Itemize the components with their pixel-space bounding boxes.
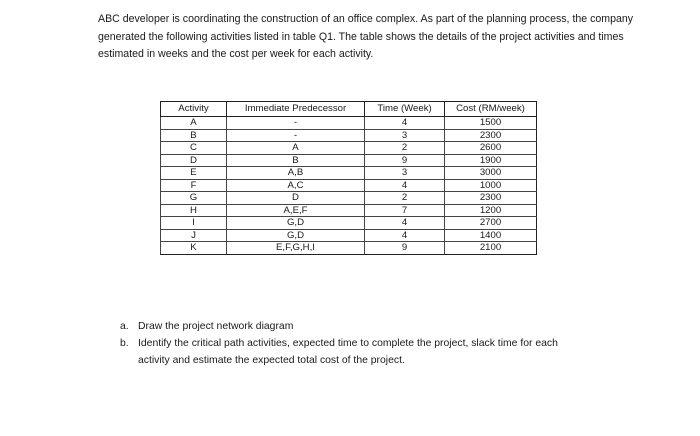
cell-time: 2 [365, 192, 445, 205]
table-row [161, 167, 537, 180]
cell-time: 4 [365, 217, 445, 230]
question-text: Identify the critical path activities, expected time to complete the project, slack time for each activity and estimate the expected total cost of the project. [138, 338, 558, 366]
header-immediate-predecessor: Immediate Predecessor [227, 102, 365, 117]
question-list [120, 318, 590, 369]
cell-cost: 1500 [445, 117, 537, 130]
cell-activity: H [161, 204, 227, 217]
cell-cost: 2600 [445, 142, 537, 155]
table-row [161, 154, 537, 167]
question-marker: b. [120, 338, 129, 349]
cell-time: 4 [365, 179, 445, 192]
cell-predecessor: A,E,F [227, 204, 365, 217]
activity-table-container [160, 101, 537, 255]
cell-cost: 3000 [445, 167, 537, 180]
cell-activity: C [161, 142, 227, 155]
cell-predecessor: - [227, 117, 365, 130]
table-row [161, 117, 537, 130]
cell-predecessor: G,D [227, 229, 365, 242]
cell-cost: 1000 [445, 179, 537, 192]
table-row [161, 192, 537, 205]
cell-activity: J [161, 229, 227, 242]
cell-predecessor: G,D [227, 217, 365, 230]
cell-activity: K [161, 242, 227, 255]
cell-cost: 2300 [445, 192, 537, 205]
table-row [161, 229, 537, 242]
table-header-row [161, 102, 537, 117]
cell-time: 2 [365, 142, 445, 155]
cell-activity: E [161, 167, 227, 180]
header-activity: Activity [161, 102, 227, 117]
activity-table [160, 101, 537, 255]
cell-cost: 1900 [445, 154, 537, 167]
cell-activity: F [161, 179, 227, 192]
cell-predecessor: - [227, 129, 365, 142]
question-text: Draw the project network diagram [138, 321, 294, 332]
table-row [161, 242, 537, 255]
cell-time: 4 [365, 229, 445, 242]
table-row [161, 179, 537, 192]
header-time-week: Time (Week) [365, 102, 445, 117]
cell-time: 3 [365, 129, 445, 142]
cell-predecessor: A,C [227, 179, 365, 192]
cell-activity: B [161, 129, 227, 142]
table-row [161, 129, 537, 142]
header-cost-rm-week: Cost (RM/week) [445, 102, 537, 117]
intro-paragraph: ABC developer is coordinating the construction of an office complex. As part of the planning process, the company generated the following activities listed in table Q1. The table shows the details of the project activities and times estimated in weeks and the cost per week for each activity. [98, 13, 634, 60]
cell-activity: D [161, 154, 227, 167]
cell-predecessor: D [227, 192, 365, 205]
question-marker: a. [120, 321, 129, 332]
cell-activity: G [161, 192, 227, 205]
cell-predecessor: A,B [227, 167, 365, 180]
cell-activity: I [161, 217, 227, 230]
cell-time: 4 [365, 117, 445, 130]
cell-cost: 2100 [445, 242, 537, 255]
cell-predecessor: E,F,G,H,I [227, 242, 365, 255]
cell-predecessor: A [227, 142, 365, 155]
cell-predecessor: B [227, 154, 365, 167]
cell-activity: A [161, 117, 227, 130]
cell-time: 9 [365, 154, 445, 167]
question-item [120, 335, 590, 369]
cell-time: 9 [365, 242, 445, 255]
table-row [161, 217, 537, 230]
table-row [161, 142, 537, 155]
cell-cost: 2300 [445, 129, 537, 142]
cell-time: 7 [365, 204, 445, 217]
cell-time: 3 [365, 167, 445, 180]
cell-cost: 1400 [445, 229, 537, 242]
question-item [120, 318, 590, 335]
table-row [161, 204, 537, 217]
cell-cost: 2700 [445, 217, 537, 230]
cell-cost: 1200 [445, 204, 537, 217]
